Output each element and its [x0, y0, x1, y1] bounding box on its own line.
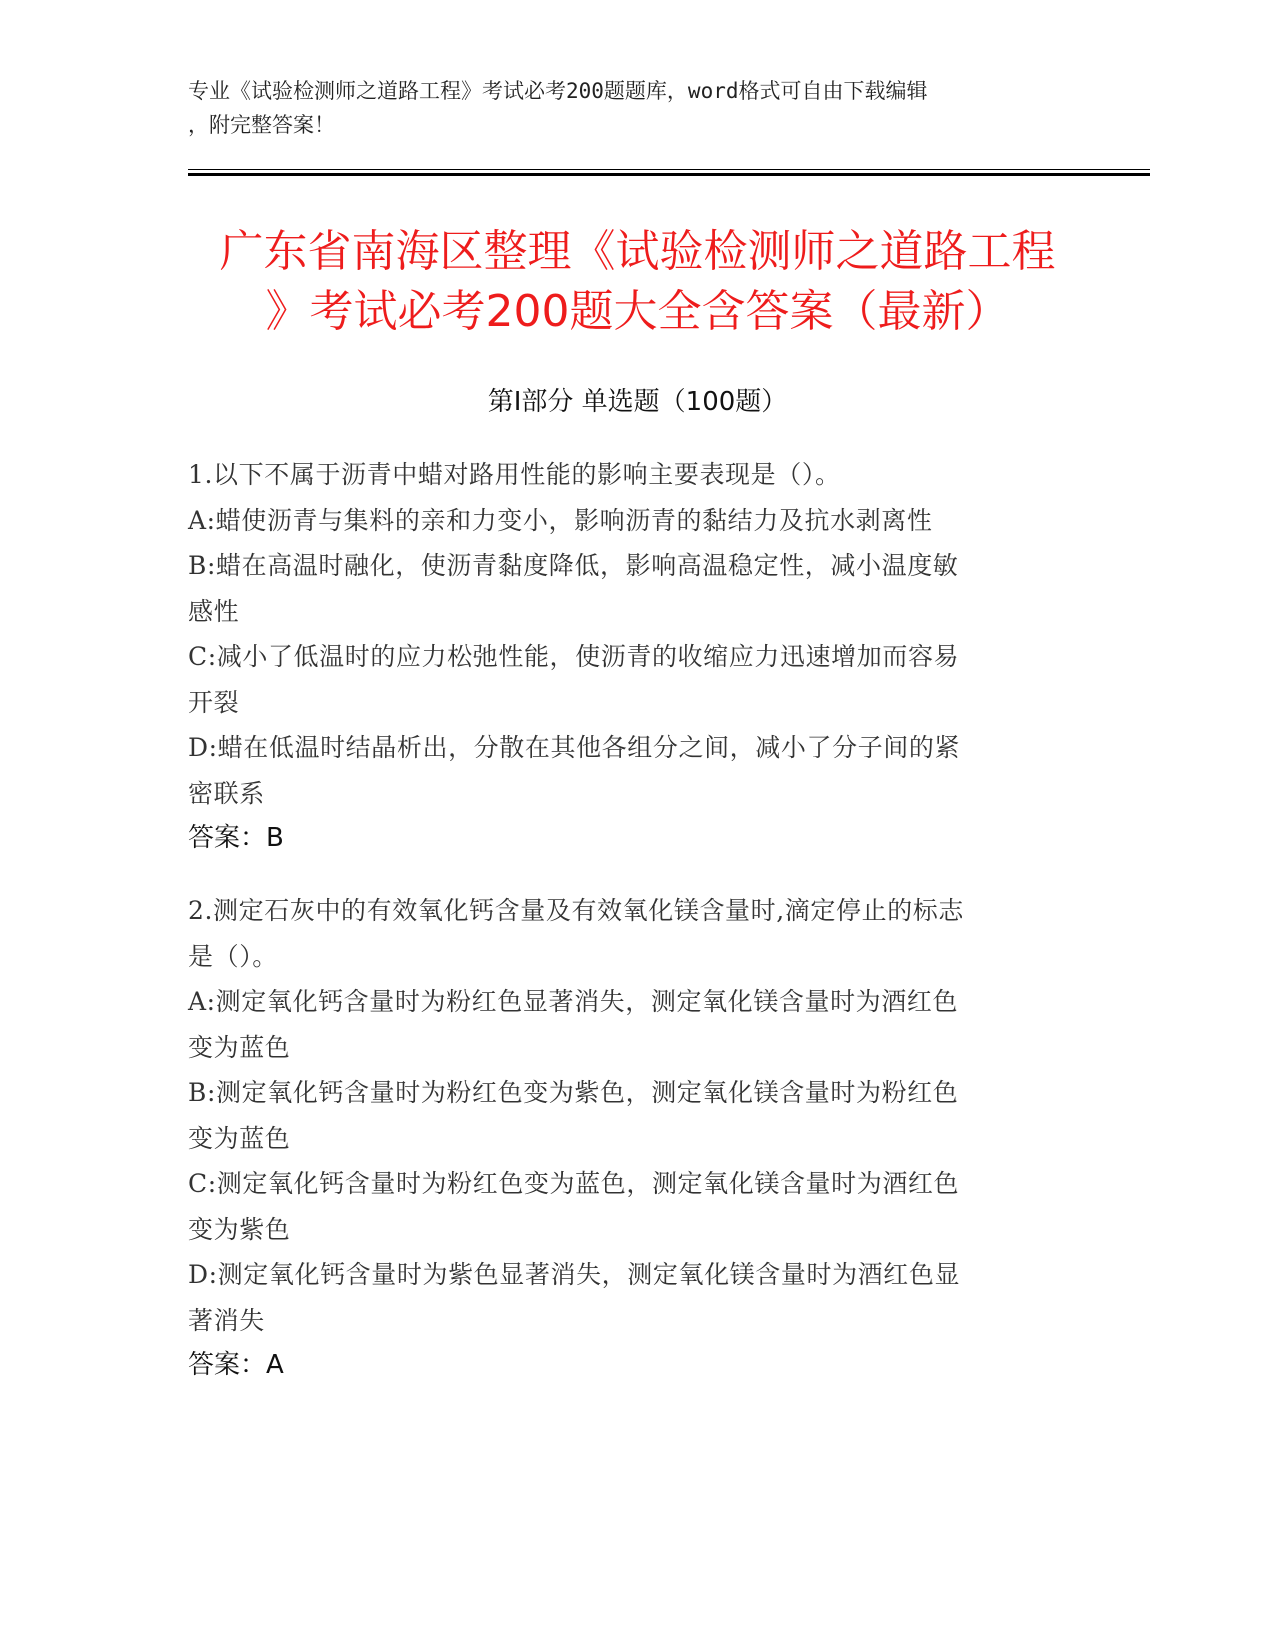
document-title-line-2: 》考试必考200题大全含答案（最新）: [265, 286, 1010, 337]
section-heading: 第Ⅰ部分 单选题（100题）: [487, 387, 788, 417]
question-1-option-b-cont: 感性: [188, 596, 240, 626]
question-1-option-a: A:蜡使沥青与集料的亲和力变小，影响沥青的黏结力及抗水剥离性: [188, 505, 933, 535]
header-note-line-2: ，附完整答案！: [188, 113, 335, 137]
question-1-option-c-cont: 开裂: [188, 687, 240, 717]
question-2: [188, 888, 1088, 1389]
header-divider-thick: [188, 173, 1150, 176]
question-2-option-a: A:测定氧化钙含量时为粉红色显著消失，测定氧化镁含量时为酒红色: [188, 987, 959, 1016]
document-title: [120, 222, 1155, 342]
header-note: [188, 74, 1068, 142]
question-2-option-d: D:测定氧化钙含量时为紫色显著消失，测定氧化镁含量时为酒红色显: [188, 1260, 961, 1289]
question-2-option-a-cont: 变为蓝色: [188, 1032, 291, 1062]
question-2-stem: 2.测定石灰中的有效氧化钙含量及有效氧化镁含量时,滴定停止的标志: [188, 896, 965, 925]
question-2-option-c: C:测定氧化钙含量时为粉红色变为蓝色，测定氧化镁含量时为酒红色: [188, 1169, 960, 1198]
document-title-line-1: 广东省南海区整理《试验检测师之道路工程: [219, 226, 1056, 277]
question-1-option-b: B:蜡在高温时融化，使沥青黏度降低，影响高温稳定性，减小温度敏: [188, 551, 959, 580]
question-2-stem-cont: 是（）。: [188, 941, 278, 971]
question-2-option-c-cont: 变为紫色: [188, 1214, 291, 1244]
header-note-line-1: 专业《试验检测师之道路工程》考试必考200题题库，word格式可自由下载编辑: [188, 79, 928, 103]
question-2-option-b-cont: 变为蓝色: [188, 1123, 291, 1153]
question-1-option-d-cont: 密联系: [188, 778, 265, 808]
question-1-answer: 答案：B: [188, 823, 284, 853]
question-1-option-d: D:蜡在低温时结晶析出，分散在其他各组分之间，减小了分子间的紧: [188, 733, 961, 762]
header-divider-thin: [188, 169, 1150, 170]
question-2-option-b: B:测定氧化钙含量时为粉红色变为紫色，测定氧化镁含量时为粉红色: [188, 1078, 959, 1107]
question-2-answer: 答案：A: [188, 1350, 284, 1380]
question-1-stem: 1.以下不属于沥青中蜡对路用性能的影响主要表现是（）。: [188, 460, 841, 489]
question-2-option-d-cont: 著消失: [188, 1305, 265, 1335]
question-1-option-c: C:减小了低温时的应力松弛性能，使沥青的收缩应力迅速增加而容易: [188, 642, 960, 671]
question-1: [188, 452, 1088, 862]
